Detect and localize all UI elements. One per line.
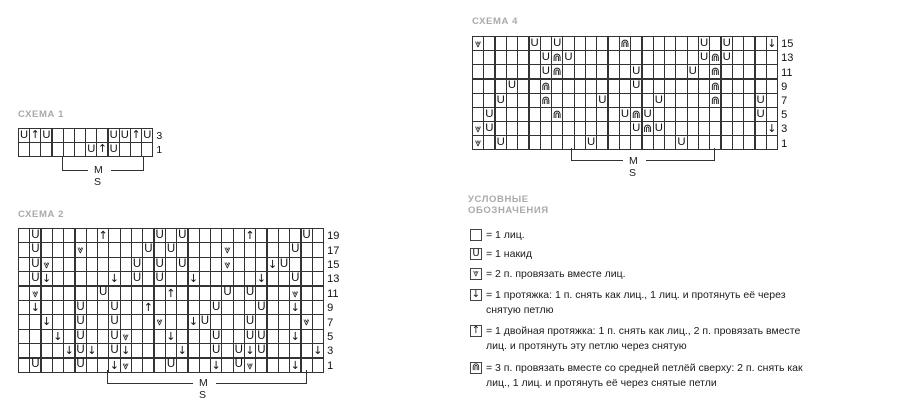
arrow-down-icon: ↓ xyxy=(245,344,255,358)
arrow-down-icon: ↓ xyxy=(177,344,187,358)
ms-label: M S xyxy=(193,377,216,401)
legend-text-line-1: = 1 протяжка: 1 п. снять как лиц., 1 лиц. и протянуть её через xyxy=(486,289,786,301)
cdd-icon: ⋒ xyxy=(620,37,630,50)
knit-stitch-icon xyxy=(470,229,482,241)
scheme-1-title: СХЕМА 1 xyxy=(18,109,65,120)
row-number: 9 xyxy=(327,302,334,315)
arrow-down-icon: ↓ xyxy=(109,358,120,372)
row-number: 13 xyxy=(781,52,794,65)
legend-text-line-2: лиц., 1 лиц. и протянуть её через снятые петли xyxy=(486,377,717,389)
yarn-over-icon: U xyxy=(257,300,266,313)
yarn-over-icon: U xyxy=(553,36,562,49)
yarn-over-icon: U xyxy=(598,93,607,106)
legend-item-text: = 1 накид xyxy=(486,248,533,260)
row-number: 13 xyxy=(327,273,340,286)
yarn-over-icon: U xyxy=(632,122,641,135)
yarn-over-icon: U xyxy=(132,272,142,285)
row-number: 15 xyxy=(781,38,794,51)
yarn-over-icon: U xyxy=(76,300,85,313)
row-number: 5 xyxy=(781,109,788,122)
scheme-2-cell xyxy=(312,271,324,286)
arrow-up-icon: ↑ xyxy=(166,286,176,300)
yarn-over-icon: U xyxy=(564,51,573,64)
yarn-over-icon: U xyxy=(245,315,255,328)
yarn-over-icon: U xyxy=(178,257,187,270)
scheme-4-cell xyxy=(766,50,778,65)
yarn-over-icon: U xyxy=(496,136,505,149)
yarn-over-icon: U xyxy=(654,122,663,135)
yarn-over-icon: U xyxy=(302,228,311,241)
row-number: 15 xyxy=(327,259,340,271)
yarn-over-icon: U xyxy=(291,243,300,256)
yarn-over-icon: U xyxy=(20,128,29,141)
k2tog-icon: ⩔ xyxy=(292,286,299,300)
sk2p-arrow-up-icon: ↑ xyxy=(471,325,481,336)
skp-arrow-down-icon: ↓ xyxy=(471,289,481,300)
arrow-down-icon: ↓ xyxy=(87,344,97,358)
yarn-over-icon: U xyxy=(291,272,300,285)
k2tog-icon: ⩔ xyxy=(474,136,482,150)
arrow-down-icon: ↓ xyxy=(64,344,74,358)
row-number: 9 xyxy=(781,80,788,93)
arrow-down-icon: ↓ xyxy=(188,272,199,286)
scheme-2-cell xyxy=(312,358,324,373)
yarn-over-icon: U xyxy=(31,272,40,285)
legend-item-text xyxy=(486,324,800,354)
yarn-over-icon: U xyxy=(245,286,255,299)
legend-text-line-1: = 1 двойная протяжка: 1 п. снять как лиц., 2 п. провязать вместе xyxy=(486,325,801,337)
k2tog-icon: ⩔ xyxy=(77,243,84,257)
yarn-over-icon: U xyxy=(155,257,164,270)
cdd-icon: ⋒ xyxy=(552,108,562,121)
legend-text-line-2: лиц. и протянуть эту петлю через снятую xyxy=(486,340,687,352)
yarn-over-icon: U xyxy=(586,136,596,149)
arrow-down-icon: ↓ xyxy=(41,272,52,286)
cdd-icon: ⋒ xyxy=(541,93,551,107)
yarn-over-icon: U xyxy=(654,93,663,106)
row-number: 11 xyxy=(781,66,793,79)
row-number: 17 xyxy=(327,244,340,257)
yarn-over-icon: U xyxy=(212,300,221,313)
arrow-down-icon: ↓ xyxy=(166,329,176,343)
cdd-icon: ⋒ xyxy=(471,362,481,373)
arrow-down-icon: ↓ xyxy=(290,301,300,315)
scheme-2-cell xyxy=(312,329,324,344)
row-number: 3 xyxy=(781,123,788,136)
row-number: 7 xyxy=(781,94,788,107)
scheme-2-cell xyxy=(312,228,324,243)
yarn-over-icon: U xyxy=(31,358,40,371)
arrow-up-icon: ↑ xyxy=(98,229,108,243)
arrow-up-icon: ↑ xyxy=(30,127,40,141)
legend-title xyxy=(468,194,549,216)
scheme-2-title: СХЕМА 2 xyxy=(18,209,65,220)
k2tog-icon: ⩔ xyxy=(470,268,482,280)
scheme-2-cell xyxy=(312,343,324,358)
scheme-4-cell xyxy=(766,36,778,51)
yarn-over-icon: U xyxy=(756,107,765,120)
cdd-icon: ⋒ xyxy=(710,51,721,65)
yarn-over-icon: U xyxy=(76,329,85,342)
yarn-over-icon: U xyxy=(155,272,164,285)
scheme-2-cell xyxy=(312,300,324,315)
cdd-icon: ⋒ xyxy=(710,79,721,93)
yarn-over-icon: U xyxy=(722,36,731,49)
yarn-over-icon: U xyxy=(279,257,289,270)
cdd-icon: ⋒ xyxy=(552,65,562,79)
row-number: 5 xyxy=(327,331,334,343)
scheme-4-cell xyxy=(766,135,778,150)
arrow-down-icon: ↓ xyxy=(30,301,41,315)
yarn-over-icon: U xyxy=(234,358,243,371)
yarn-over-icon: U xyxy=(530,36,539,49)
row-number: 3 xyxy=(156,130,163,142)
ms-label: M S xyxy=(623,155,646,179)
yarn-over-icon: U xyxy=(110,300,119,313)
arrow-down-icon: ↓ xyxy=(121,344,131,358)
yarn-over-icon: U xyxy=(76,358,85,371)
yarn-over-icon: U xyxy=(110,315,119,328)
arrow-down-icon: ↓ xyxy=(53,329,63,343)
yarn-over-icon: U xyxy=(507,79,517,92)
scheme-2-cell xyxy=(312,257,324,272)
yarn-over-icon: U xyxy=(756,93,765,106)
arrow-up-icon: ↑ xyxy=(131,127,141,141)
k2tog-icon: ⩔ xyxy=(122,329,129,343)
legend-text-line-1: = 3 п. провязать вместе со средней петлёй сверху: 2 п. снять как xyxy=(486,362,803,374)
legend-item-text: = 2 п. провязать вместе лиц. xyxy=(486,268,626,280)
yarn-over-icon: U xyxy=(76,344,85,357)
cdd-icon: ⋒ xyxy=(541,79,551,93)
row-number: 1 xyxy=(781,137,788,150)
cdd-icon: ⋒ xyxy=(552,51,562,65)
yarn-over-icon: U xyxy=(42,128,51,141)
row-number: 1 xyxy=(327,359,334,372)
row-number: 19 xyxy=(327,230,340,243)
yarn-over-icon: U xyxy=(120,128,129,141)
yarn-over-icon: U xyxy=(632,65,641,78)
yarn-over-icon: U xyxy=(166,243,176,256)
arrow-down-icon: ↓ xyxy=(290,358,300,372)
yarn-over-icon: U xyxy=(722,51,731,64)
scheme-2-cell xyxy=(312,314,324,329)
arrow-up-icon: ↑ xyxy=(143,301,154,315)
arrow-down-icon: ↓ xyxy=(109,272,120,286)
k2tog-icon: ⩔ xyxy=(122,358,129,372)
scheme-4-cell xyxy=(766,121,778,136)
k2tog-icon: ⩔ xyxy=(156,315,163,329)
legend-title-line-2: ОБОЗНАЧЕНИЯ xyxy=(468,205,549,216)
k2tog-icon: ⩔ xyxy=(32,286,39,300)
cdd-icon: ⋒ xyxy=(710,93,721,107)
yarn-over-icon: U xyxy=(143,128,152,141)
yarn-over-icon: U xyxy=(166,358,176,371)
arrow-up-icon: ↑ xyxy=(245,229,255,243)
yarn-over-icon: U xyxy=(257,329,266,342)
yarn-over-icon: U xyxy=(110,344,119,357)
k2tog-icon: ⩔ xyxy=(474,122,482,136)
yarn-over-icon: U xyxy=(485,107,494,120)
k2tog-icon: ⩔ xyxy=(303,315,310,329)
row-number: 3 xyxy=(327,345,334,358)
yarn-over-icon: U xyxy=(31,228,40,241)
yarn-over-icon: U xyxy=(677,136,686,149)
yarn-over-icon: U xyxy=(699,51,709,64)
yarn-over-icon: U xyxy=(541,65,550,78)
arrow-down-icon: ↓ xyxy=(313,344,323,358)
yarn-over-icon: U xyxy=(541,51,550,64)
k2tog-icon: ⩔ xyxy=(474,37,482,50)
yarn-over-icon: U xyxy=(212,329,221,342)
yarn-over-icon: U xyxy=(257,344,266,357)
scheme-4-cell xyxy=(766,64,778,79)
yarn-over-icon: U xyxy=(643,107,652,120)
scheme-2-cell xyxy=(312,242,324,257)
scheme-4-title: СХЕМА 4 xyxy=(472,16,519,27)
arrow-up-icon: ↑ xyxy=(97,141,107,155)
arrow-down-icon: ↓ xyxy=(256,272,267,286)
yarn-over-icon: U xyxy=(234,344,243,357)
legend-title-line-1: УСЛОВНЫЕ xyxy=(468,194,529,205)
arrow-down-icon: ↓ xyxy=(767,37,777,50)
k2tog-icon: ⩔ xyxy=(246,358,254,372)
yarn-over-icon: U xyxy=(178,228,187,241)
arrow-down-icon: ↓ xyxy=(41,315,52,329)
row-number: 11 xyxy=(327,287,339,300)
yarn-over-icon: U xyxy=(632,79,641,92)
yarn-over-icon: U xyxy=(212,344,221,357)
k2tog-icon: ⩔ xyxy=(43,257,50,271)
scheme-4-cell xyxy=(766,79,778,94)
scheme-4-cell xyxy=(766,93,778,108)
scheme-1-cell xyxy=(141,142,153,157)
scheme-4-cell xyxy=(766,107,778,122)
yarn-over-icon: U xyxy=(496,93,505,106)
arrow-down-icon: ↓ xyxy=(290,329,300,343)
yarn-over-icon: U xyxy=(470,248,482,260)
yarn-over-icon: U xyxy=(132,257,142,270)
arrow-down-icon: ↓ xyxy=(267,257,278,271)
legend-item-text xyxy=(486,288,786,318)
yarn-over-icon: U xyxy=(31,243,40,256)
yarn-over-icon: U xyxy=(155,228,164,241)
row-number: 7 xyxy=(327,316,334,329)
cdd-icon: ⋒ xyxy=(631,108,641,121)
yarn-over-icon: U xyxy=(245,329,255,342)
yarn-over-icon: U xyxy=(31,257,40,270)
cdd-icon: ⋒ xyxy=(642,122,653,136)
legend-text-line-2: снятую петлю xyxy=(486,304,554,316)
ms-label: M S xyxy=(88,164,111,188)
yarn-over-icon: U xyxy=(87,142,96,155)
arrow-down-icon: ↓ xyxy=(211,358,221,372)
yarn-over-icon: U xyxy=(485,122,494,135)
arrow-down-icon: ↓ xyxy=(188,315,199,329)
yarn-over-icon: U xyxy=(109,128,118,141)
yarn-over-icon: U xyxy=(688,65,697,78)
row-number: 1 xyxy=(156,144,163,156)
yarn-over-icon: U xyxy=(200,315,210,328)
k2tog-icon: ⩔ xyxy=(224,243,231,257)
yarn-over-icon: U xyxy=(110,329,119,342)
yarn-over-icon: U xyxy=(109,142,118,155)
yarn-over-icon: U xyxy=(620,107,630,120)
yarn-over-icon: U xyxy=(144,243,153,256)
k2tog-icon: ⩔ xyxy=(224,257,231,271)
cdd-icon: ⋒ xyxy=(710,65,721,79)
arrow-down-icon: ↓ xyxy=(767,122,777,136)
legend-item-text: = 1 лиц. xyxy=(486,229,525,241)
yarn-over-icon: U xyxy=(76,315,85,328)
yarn-over-icon: U xyxy=(699,36,709,49)
yarn-over-icon: U xyxy=(223,286,232,299)
legend-item-text xyxy=(486,361,803,391)
scheme-1-cell xyxy=(141,128,153,143)
scheme-2-cell xyxy=(312,286,324,301)
yarn-over-icon: U xyxy=(99,286,108,299)
